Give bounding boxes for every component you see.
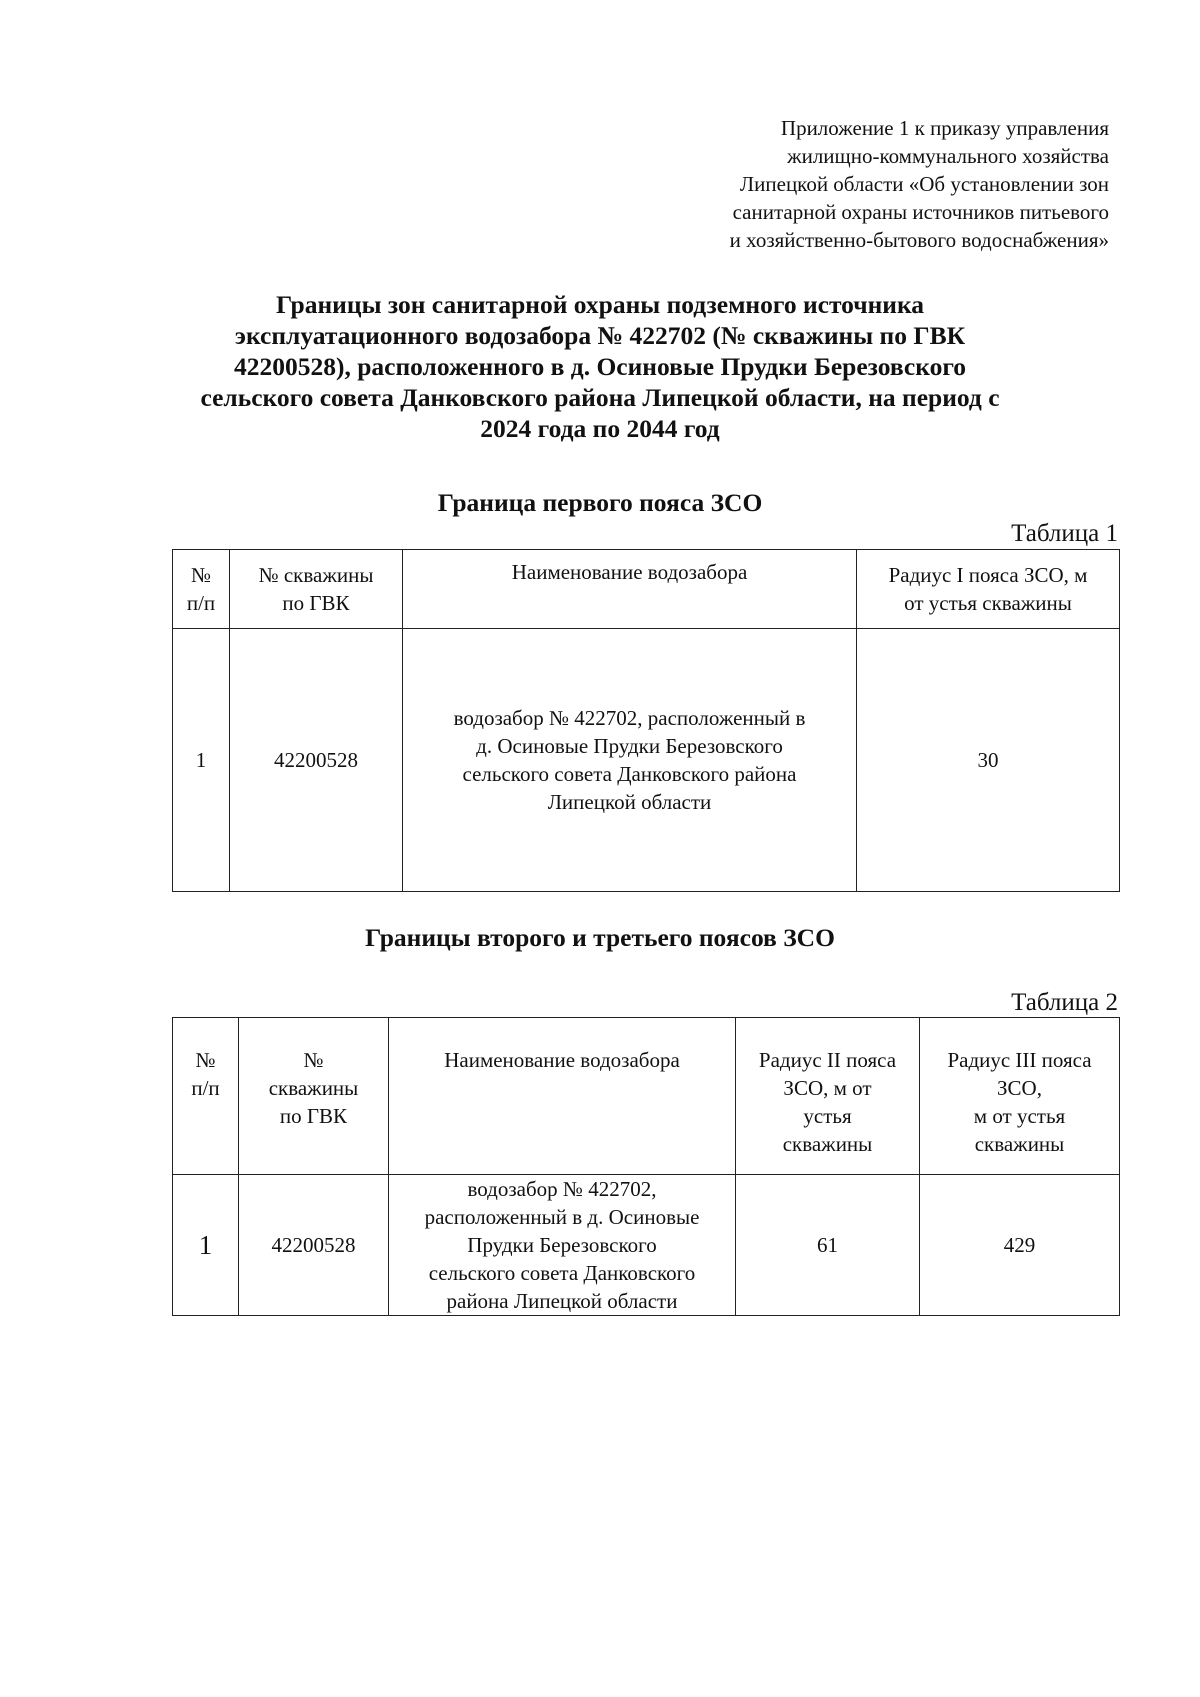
table-row: [173, 629, 1120, 892]
header-text: №: [303, 1048, 324, 1072]
table1-header-radius: [857, 550, 1120, 629]
header-text: м от устья: [973, 1104, 1066, 1128]
table2-header-radius2: [736, 1018, 920, 1175]
header-text: № скважины: [258, 563, 374, 587]
table1-header-well: [230, 550, 403, 629]
appendix-line: Приложение 1 к приказу управления: [780, 116, 1109, 140]
header-text: №: [195, 1048, 216, 1072]
table2-header-well: [239, 1018, 389, 1175]
cell-text: сельского совета Данковского района: [462, 762, 797, 786]
title-line: 2024 года по 2044 год: [480, 414, 720, 443]
appendix-line: жилищно-коммунального хозяйства: [787, 144, 1109, 168]
header-text: скважины: [268, 1076, 359, 1100]
table1-cell-num: 1: [173, 629, 230, 892]
appendix-line: санитарной охраны источников питьевого: [732, 200, 1109, 224]
table2: [172, 1017, 1120, 1316]
table2-label: Таблица 2: [1011, 989, 1118, 1016]
cell-text: сельского совета Данковского: [428, 1261, 696, 1285]
header-text: Радиус I пояса ЗСО, м: [888, 563, 1088, 587]
title-line: эксплуатационного водозабора № 422702 (№ скважины по ГВК: [234, 321, 966, 350]
title-line: сельского совета Данковского района Липецкой области, на период с: [200, 383, 1000, 412]
table1-header-num: [173, 550, 230, 629]
header-text: п/п: [191, 1076, 220, 1100]
appendix-line: Липецкой области «Об установлении зон: [739, 172, 1109, 196]
document-title: [150, 289, 1050, 444]
title-line: 42200528), расположенного в д. Осиновые Прудки Березовского: [233, 352, 967, 381]
header-text: скважины: [974, 1132, 1065, 1156]
table2-cell-radius3: 429: [920, 1175, 1120, 1316]
table2-header-num: [173, 1018, 239, 1175]
header-text: Радиус III пояса: [947, 1048, 1092, 1072]
table2-cell-well: 42200528: [239, 1175, 389, 1316]
header-text: по ГВК: [282, 591, 350, 615]
header-text: устья: [803, 1104, 852, 1128]
cell-text: водозабор № 422702, расположенный в: [453, 706, 806, 730]
header-text: скважины: [782, 1132, 873, 1156]
title-line: Границы зон санитарной охраны подземного источника: [275, 290, 925, 319]
table1-cell-name: [403, 629, 857, 892]
table1-label: Таблица 1: [1011, 520, 1118, 547]
table2-header-row: [173, 1018, 1120, 1175]
header-text: №: [190, 563, 212, 587]
header-text: ЗСО, м от: [783, 1076, 872, 1100]
section2-title: Границы второго и третьего поясов ЗСО: [365, 923, 835, 952]
table2-header-name: [389, 1018, 736, 1175]
cell-text: водозабор № 422702,: [467, 1177, 657, 1201]
cell-text: д. Осиновые Прудки Березовского: [476, 734, 783, 758]
table1-cell-well: 42200528: [230, 629, 403, 892]
table1-cell-radius: 30: [857, 629, 1120, 892]
header-text: Радиус II пояса: [758, 1048, 897, 1072]
appendix-header: [549, 114, 1109, 254]
header-text: Наименование водозабора: [444, 1048, 680, 1072]
cell-text: района Липецкой области: [446, 1289, 678, 1313]
cell-text: расположенный в д. Осиновые: [424, 1205, 700, 1229]
table2-cell-num: 1: [173, 1175, 239, 1316]
cell-text: Липецкой области: [547, 790, 712, 814]
section1-title: Граница первого пояса ЗСО: [437, 488, 763, 517]
table1-header-row: [173, 550, 1120, 629]
header-text: по ГВК: [279, 1104, 348, 1128]
table-row: [173, 1175, 1120, 1316]
header-text: Наименование водозабора: [511, 560, 748, 584]
table1: [172, 549, 1120, 892]
header-text: от устья скважины: [904, 591, 1072, 615]
header-text: ЗСО,: [997, 1076, 1042, 1100]
cell-text: Прудки Березовского: [467, 1233, 657, 1257]
appendix-line: и хозяйственно-бытового водоснабжения»: [729, 228, 1109, 252]
table2-header-radius3: [920, 1018, 1120, 1175]
table1-header-name: [403, 550, 857, 629]
header-text: п/п: [186, 591, 216, 615]
table2-cell-name: [389, 1175, 736, 1316]
table2-cell-radius2: 61: [736, 1175, 920, 1316]
